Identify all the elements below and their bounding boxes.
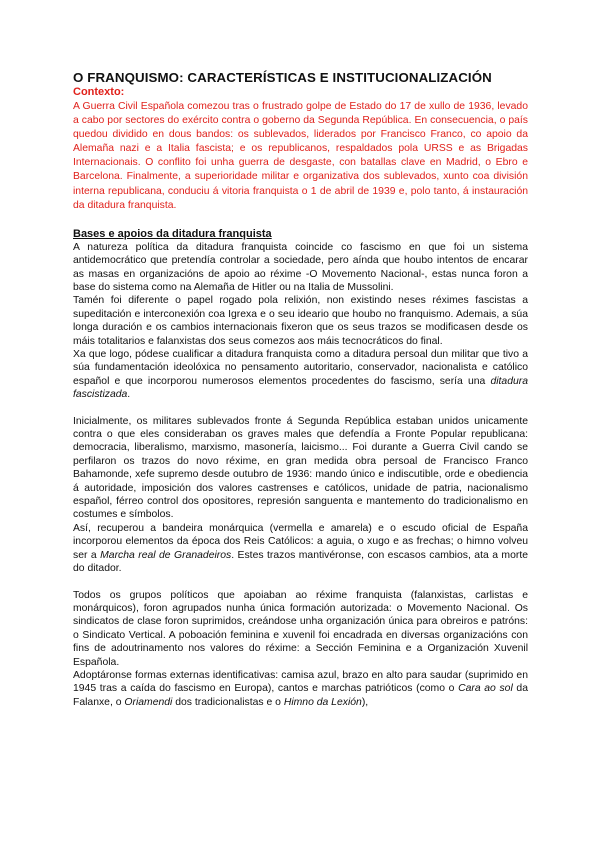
paragraph-6: Todos os grupos políticos que apoiaban ao réxime franquista (falanxistas, carlistas e monárquicos), foron agrupados nunha única formación autorizada: o Movemento Nacional. Os sindicatos de clase foron suprimidos, creándose unha organización única para obreiros e patróns: o Sindicato Vertical. A poboación feminina e xuvenil foi encadrada en diversas organizacións con fins de adoutrinamento nos valores do réxime: a Sección Feminina e a Organización Xuvenil Española. bbox=[73, 589, 528, 668]
paragraph-7 bbox=[73, 669, 528, 709]
paragraph-3-end: . bbox=[127, 389, 131, 401]
paragraph-7-text-c: dos tradicionalistas e o bbox=[172, 696, 284, 708]
paragraph-7-emphasis-1: Cara ao sol bbox=[458, 683, 513, 695]
paragraph-7-emphasis-3: Himno da Lexión bbox=[283, 696, 362, 708]
section-heading: Bases e apoios da ditadura franquista bbox=[73, 227, 272, 240]
paragraph-5-text: Así, recuperou a bandeira monárquica (vermella e amarela) e o escudo oficial de España incorporou elementos da época dos Reis Católicos: a aguia, o xugo e as frechas; o himno volveu ser a bbox=[73, 522, 528, 561]
context-paragraph: A Guerra Civil Española comezou tras o frustrado golpe de Estado do 17 de xullo de 1936, levado a cabo por sectores do exército contra o goberno da Segunda República. En consecuencia, o país quedou dividido en dous bandos: os sublevados, liderados por Francisco Franco, co apoio da Alemaña nazi e a Italia fascista; e os republicanos, respaldados pola URSS e as Brigadas Internacionais. O conflito foi unha guerra de desgaste, con batallas clave en Madrid, o Ebro e Barcelona. Finalmente, a superioridade militar e organizativa dos sublevados, xunto coa división interna republicana, conduciu á vitoria franquista o 1 de abril de 1939 e, polo tanto, á instauración da ditadura franquista. bbox=[73, 101, 528, 211]
paragraph-5-end: . Estes trazos mantivéronse, con escasos cambios, ata a morte do ditador. bbox=[73, 549, 528, 575]
paragraph-3-text: Xa que logo, pódese cualificar a ditadura franquista como a ditadura persoal dun militar que tivo a súa fundamentación ideolóxica no pensamento autoritario, conservador, nacionalista e católico español e que incorporou numerosos elementos procedentes do fascismo, sería una bbox=[73, 349, 528, 387]
paragraph-3 bbox=[73, 348, 528, 402]
paragraph-5 bbox=[73, 522, 528, 576]
document-title: O FRANQUISMO: CARACTERÍSTICAS E INSTITUCIONALIZACIÓN bbox=[73, 70, 492, 85]
paragraph-7-text-d: ), bbox=[361, 696, 369, 708]
paragraph-4: Inicialmente, os militares sublevados fronte á Segunda República estaban unidos unicamente contra o que eles consideraban os graves males que defendía a Fronte Popular republicana: democracia, liberalismo, marxismo, masonería, laicismo... Foi durante a Guerra Civil cando se perfilaron os trazos do novo réxime, en gran medida obra persoal de Francisco Franco Bahamonde, xefe supremo desde outubro de 1936: mando único e indiscutible, orde e obediencia á autoridade, imposición dos valores castrenses e católicos, unidade de patria, nacionalismo español, férreo control dos opositores, represión sanguenta e mantemento do tradicionalismo en costumes e símbolos. bbox=[73, 415, 528, 521]
spacer bbox=[73, 402, 528, 415]
context-label: Contexto: bbox=[73, 86, 125, 98]
paragraph-7-text-a: Adoptáronse formas externas identificativas: camisa azul, brazo en alto para saudar (suprimido en 1945 tras a caída do fascismo en Europa), cantos e marchas patrióticos (como o bbox=[73, 669, 528, 695]
spacer bbox=[73, 576, 528, 589]
paragraph-3-emphasis: ditadura fascistizada bbox=[73, 375, 528, 401]
paragraph-7-emphasis-2: Oriamendi bbox=[124, 696, 173, 708]
paragraph-1: A natureza política da ditadura franquista coincide co fascismo en que foi un sistema antidemocrático que pretendía controlar a sociedade, pero aínda que houbo intentos de encarar as masas en organizacións de apoio ao réxime -O Movemento Nacional-, estas nunca foron a base do sistema como na Alemaña de Hitler ou na Italia de Mussolini. bbox=[73, 241, 528, 293]
paragraph-5-emphasis: Marcha real de Granadeiros bbox=[100, 549, 232, 561]
paragraph-7-text-b: da Falanxe, o bbox=[73, 683, 528, 708]
paragraph-2: Tamén foi diferente o papel rogado pola relixión, non existindo neses réximes fascistas a supeditación e interconexión coa Igrexa e o seu ideario que houbo no franquismo. Ademais, a súa longa duración e os cambios internacionais fixeron que os seus trazos se modificasen desde os máis totalitarios e falanxistas dos seus comezos aos máis tecnocráticos do final. bbox=[73, 295, 528, 347]
